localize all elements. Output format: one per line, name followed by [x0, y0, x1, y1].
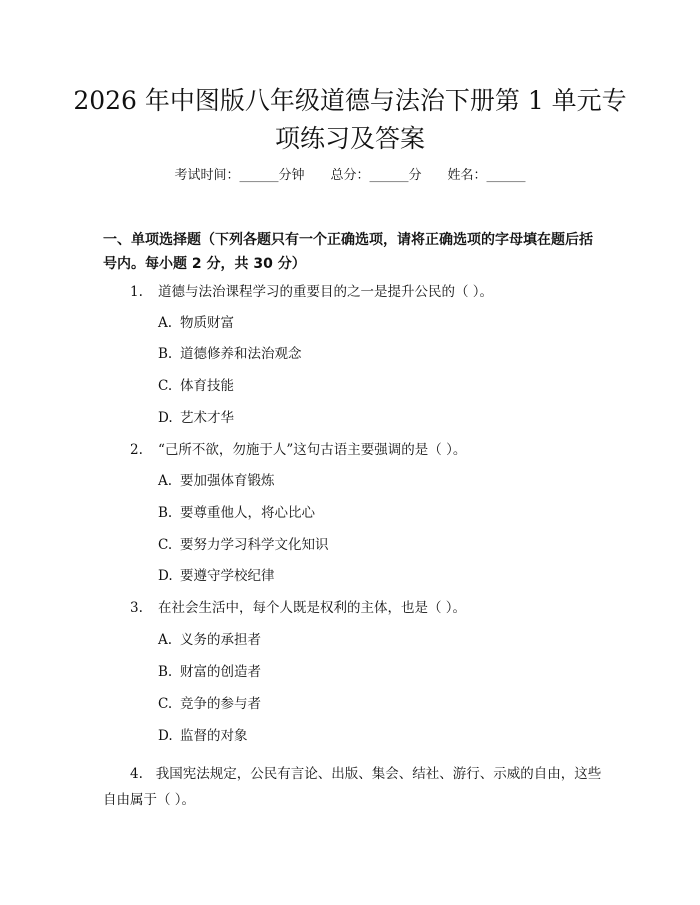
question-4 — [103, 761, 603, 813]
option-text: 要遵守学校纪律 — [180, 568, 275, 584]
option-letter: D. — [158, 728, 173, 744]
question-text: “己所不欲，勿施于人”这句古语主要强调的是（ ）。 — [158, 442, 467, 458]
option-letter: D. — [158, 568, 173, 584]
question-2-option-d — [158, 566, 598, 586]
option-letter: B. — [158, 346, 173, 362]
option-letter: A. — [158, 632, 173, 648]
option-text: 义务的承担者 — [180, 632, 261, 648]
question-number: 4. — [130, 766, 143, 782]
option-text: 物质财富 — [180, 315, 234, 331]
question-2-option-c — [158, 535, 598, 555]
option-letter: B. — [158, 664, 173, 680]
question-text: 我国宪法规定，公民有言论、出版、集会、结社、游行、示威的自由，这些自由属于（ ）。 — [103, 766, 602, 808]
question-text: 道德与法治课程学习的重要目的之一是提升公民的（ ）。 — [158, 284, 494, 300]
question-2-option-b — [158, 503, 598, 523]
question-number: 1. — [130, 284, 143, 300]
question-3-option-b — [158, 662, 598, 682]
option-letter: C. — [158, 378, 173, 394]
question-number: 2. — [130, 442, 143, 458]
question-number: 3. — [130, 600, 143, 616]
question-1-option-d — [158, 408, 598, 428]
option-text: 要加强体育锻炼 — [180, 473, 275, 489]
option-text: 财富的创造者 — [180, 664, 261, 680]
section-heading: 一、单项选择题（下列各题只有一个正确选项，请将正确选项的字母填在题后括号内。每小题 2 分，共 30 分） — [103, 232, 593, 272]
question-1-option-c — [158, 376, 598, 396]
question-3 — [130, 598, 600, 618]
exam-info-line — [0, 166, 700, 186]
option-letter: A. — [158, 473, 173, 489]
option-letter: C. — [158, 696, 173, 712]
option-text: 艺术才华 — [180, 410, 234, 426]
option-letter: A. — [158, 315, 173, 331]
option-letter: D. — [158, 410, 173, 426]
option-text: 竞争的参与者 — [180, 696, 261, 712]
question-2 — [130, 440, 600, 460]
question-2-option-a — [158, 471, 598, 491]
option-text: 要努力学习科学文化知识 — [180, 537, 329, 553]
option-letter: C. — [158, 537, 173, 553]
option-text: 要尊重他人，将心比心 — [180, 505, 315, 521]
option-text: 体育技能 — [180, 378, 234, 394]
question-3-option-d — [158, 726, 598, 746]
question-1-option-b — [158, 344, 598, 364]
total-score-field: 总分：______分 — [330, 168, 422, 183]
option-text: 道德修养和法治观念 — [180, 346, 302, 362]
question-1 — [130, 282, 600, 302]
option-text: 监督的对象 — [180, 728, 248, 744]
question-3-option-c — [158, 694, 598, 714]
question-3-option-a — [158, 630, 598, 650]
name-field: 姓名：______ — [447, 168, 526, 183]
question-1-option-a — [158, 313, 598, 333]
question-text: 在社会生活中，每个人既是权利的主体，也是（ ）。 — [158, 600, 467, 616]
option-letter: B. — [158, 505, 173, 521]
exam-time-field: 考试时间：______分钟 — [174, 168, 305, 183]
document-title: 2026 年中图版八年级道德与法治下册第 1 单元专项练习及答案 — [73, 86, 627, 153]
